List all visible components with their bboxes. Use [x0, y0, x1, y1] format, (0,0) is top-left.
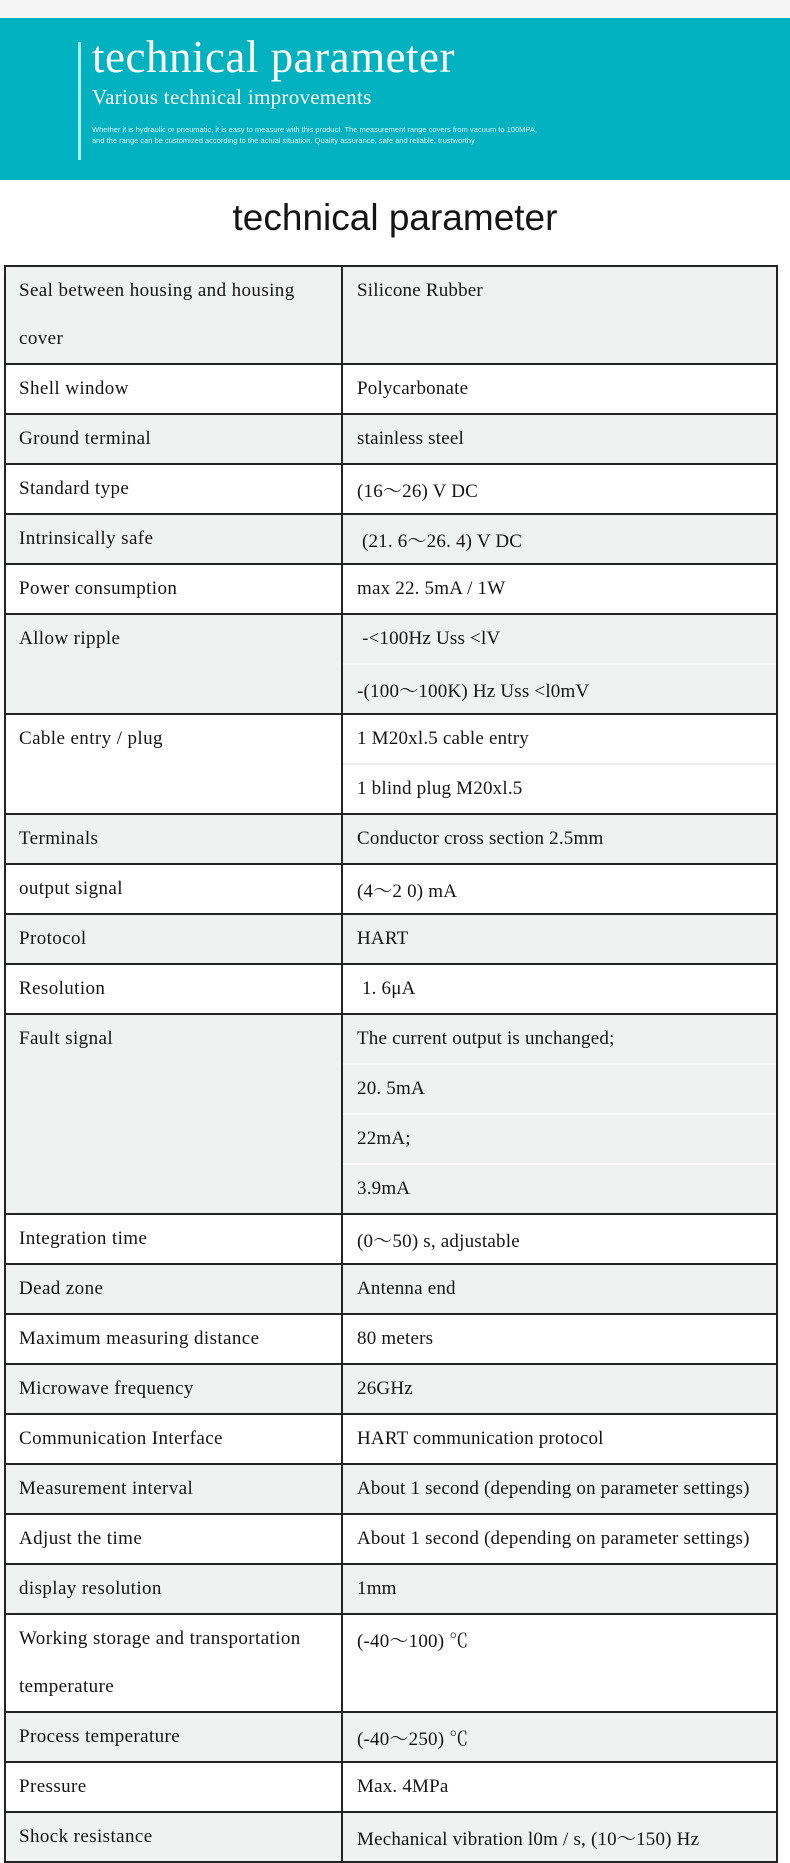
parameter-value-cell — [343, 415, 776, 463]
parameter-value-cell — [343, 565, 776, 613]
parameter-label: Allow ripple — [19, 628, 121, 650]
parameter-label-cell — [6, 715, 343, 813]
parameter-label-cell — [6, 1813, 343, 1861]
table-row — [6, 563, 776, 613]
parameter-value: The current output is unchanged; — [357, 1028, 615, 1050]
parameter-value: (0～50) s, adjustable — [357, 1230, 520, 1252]
parameter-value: Antenna end — [357, 1278, 456, 1300]
table-row — [6, 1811, 776, 1861]
hero-banner — [0, 18, 790, 180]
parameter-label-cell — [6, 1215, 343, 1263]
parameter-label: Power consumption — [19, 578, 178, 600]
table-row — [6, 1513, 776, 1563]
parameter-label-cell — [6, 1365, 343, 1413]
table-row — [6, 1263, 776, 1313]
parameter-value-cell — [343, 915, 776, 963]
parameter-value-cell — [343, 1565, 776, 1613]
table-row — [6, 1013, 776, 1213]
parameter-value: -(100～100K) Hz Uss <l0mV — [343, 663, 776, 713]
parameter-label-cell — [6, 1615, 343, 1711]
parameter-label-cell — [6, 1763, 343, 1811]
parameter-label: Shock resistance — [19, 1826, 153, 1848]
top-strip — [0, 0, 790, 18]
parameter-value-cell — [343, 267, 776, 363]
parameter-value-cell — [343, 1365, 776, 1413]
parameter-label-cell — [6, 1015, 343, 1213]
parameter-label-cell — [6, 465, 343, 513]
table-row — [6, 1363, 776, 1413]
parameter-value: 20. 5mA — [343, 1063, 776, 1113]
spec-table-body — [6, 267, 776, 1861]
parameter-value-cell — [343, 1315, 776, 1363]
parameter-label-cell — [6, 1415, 343, 1463]
table-row — [6, 363, 776, 413]
hero-description-line2: and the range can be customized according to the actual situation. Quality assurance, safe and reliable, trustworthy — [92, 135, 475, 145]
parameter-value: (-40～100) ℃ — [357, 1630, 469, 1652]
parameter-label: Maximum measuring distance — [19, 1328, 260, 1350]
table-row — [6, 267, 776, 363]
parameter-label: Cable entry / plug — [19, 728, 163, 750]
table-row — [6, 463, 776, 513]
parameter-value-cell — [343, 615, 776, 713]
parameter-value: (16～26) V DC — [357, 480, 478, 502]
parameter-value: 1 blind plug M20xl.5 — [343, 763, 776, 813]
parameter-label: Terminals — [19, 828, 99, 850]
parameter-value: (21. 6～26. 4) V DC — [357, 530, 523, 552]
parameter-label: Shell window — [19, 378, 129, 400]
parameter-label-cell — [6, 1515, 343, 1563]
parameter-value-cell — [343, 515, 776, 563]
parameter-label: Microwave frequency — [19, 1378, 194, 1400]
parameter-value: Polycarbonate — [357, 378, 469, 400]
parameter-value-cell — [343, 465, 776, 513]
parameter-label: Measurement interval — [19, 1478, 194, 1500]
parameter-value: About 1 second (depending on parameter settings) — [357, 1528, 750, 1550]
page-title: technical parameter — [232, 197, 558, 238]
parameter-label: output signal — [19, 878, 123, 900]
parameter-value: 3.9mA — [343, 1163, 776, 1213]
parameter-label: Dead zone — [19, 1278, 104, 1300]
parameter-label-cell — [6, 815, 343, 863]
parameter-label: Seal between housing and housing cover — [19, 280, 295, 350]
parameter-label-cell — [6, 965, 343, 1013]
parameter-value: 80 meters — [357, 1328, 434, 1350]
table-row — [6, 1711, 776, 1761]
table-row — [6, 963, 776, 1013]
parameter-value: 22mA; — [343, 1113, 776, 1163]
parameter-value-cell — [343, 1615, 776, 1711]
parameter-label: Working storage and transportation temperature — [19, 1628, 301, 1698]
parameter-value: 26GHz — [357, 1378, 413, 1400]
hero-subtitle: Various technical improvements — [92, 85, 372, 110]
table-row — [6, 1613, 776, 1711]
table-row — [6, 1463, 776, 1513]
parameter-value: (4～2 0) mA — [357, 880, 458, 902]
table-row — [6, 813, 776, 863]
hero-description — [92, 124, 582, 146]
parameter-label: Pressure — [19, 1776, 87, 1798]
parameter-label: Resolution — [19, 978, 106, 1000]
table-row — [6, 613, 776, 713]
parameter-value-cell — [343, 1763, 776, 1811]
parameter-value: max 22. 5mA / 1W — [357, 578, 506, 600]
parameter-value-cell — [343, 865, 776, 913]
table-row — [6, 1761, 776, 1811]
parameter-value-cell — [343, 1415, 776, 1463]
parameter-value-cell — [343, 1515, 776, 1563]
parameter-label: display resolution — [19, 1578, 162, 1600]
parameter-label: Adjust the time — [19, 1528, 143, 1550]
parameter-label: Protocol — [19, 928, 87, 950]
parameter-label-cell — [6, 865, 343, 913]
parameter-value: HART communication protocol — [357, 1428, 604, 1450]
parameter-value-cell — [343, 965, 776, 1013]
hero-content — [92, 32, 770, 146]
table-row — [6, 1313, 776, 1363]
parameter-value: Max. 4MPa — [357, 1776, 449, 1798]
parameter-value: 1 M20xl.5 cable entry — [357, 728, 529, 750]
parameter-value-cell — [343, 1713, 776, 1761]
hero-title: technical parameter — [92, 32, 456, 82]
hero-description-line1: Whether it is hydraulic or pneumatic, it is easy to measure with this product. The measurement range covers from vacuum to 100MPA, — [92, 124, 537, 134]
parameter-value: 1mm — [357, 1578, 397, 1600]
parameter-label-cell — [6, 615, 343, 713]
parameter-label-cell — [6, 1565, 343, 1613]
table-row — [6, 1413, 776, 1463]
spec-table — [4, 265, 778, 1863]
parameter-value: stainless steel — [357, 428, 464, 450]
parameter-value-cell — [343, 1265, 776, 1313]
parameter-value: About 1 second (depending on parameter settings) — [357, 1478, 750, 1500]
table-row — [6, 713, 776, 813]
parameter-value-cell — [343, 365, 776, 413]
parameter-value: (-40～250) ℃ — [357, 1728, 469, 1750]
parameter-value: Conductor cross section 2.5mm — [357, 828, 604, 850]
parameter-label-cell — [6, 565, 343, 613]
parameter-label-cell — [6, 1713, 343, 1761]
parameter-label-cell — [6, 915, 343, 963]
table-row — [6, 863, 776, 913]
table-row — [6, 913, 776, 963]
table-row — [6, 1213, 776, 1263]
parameter-value-cell — [343, 1813, 776, 1861]
parameter-label-cell — [6, 515, 343, 563]
table-row — [6, 1563, 776, 1613]
table-row — [6, 513, 776, 563]
parameter-value-cell — [343, 815, 776, 863]
parameter-label: Integration time — [19, 1228, 148, 1250]
parameter-label: Communication Interface — [19, 1428, 223, 1450]
parameter-label: Process temperature — [19, 1726, 181, 1748]
parameter-label-cell — [6, 1465, 343, 1513]
table-row — [6, 413, 776, 463]
parameter-value: 1. 6μA — [357, 978, 416, 1000]
parameter-label-cell — [6, 365, 343, 413]
parameter-value: Silicone Rubber — [357, 280, 483, 302]
vertical-accent-bar — [78, 42, 81, 160]
parameter-label-cell — [6, 267, 343, 363]
parameter-value: Mechanical vibration l0m / s, (10～150) Hz — [357, 1828, 700, 1850]
parameter-value-cell — [343, 1465, 776, 1513]
parameter-value: HART — [357, 928, 409, 950]
parameter-value-cell — [343, 1215, 776, 1263]
parameter-label: Intrinsically safe — [19, 528, 154, 550]
parameter-label-cell — [6, 415, 343, 463]
parameter-value-cell — [343, 1015, 776, 1213]
parameter-label-cell — [6, 1315, 343, 1363]
parameter-value-cell — [343, 715, 776, 813]
parameter-label: Standard type — [19, 478, 130, 500]
parameter-value: -<100Hz Uss <lV — [357, 628, 501, 650]
parameter-label-cell — [6, 1265, 343, 1313]
parameter-label: Fault signal — [19, 1028, 113, 1050]
parameter-label: Ground terminal — [19, 428, 152, 450]
